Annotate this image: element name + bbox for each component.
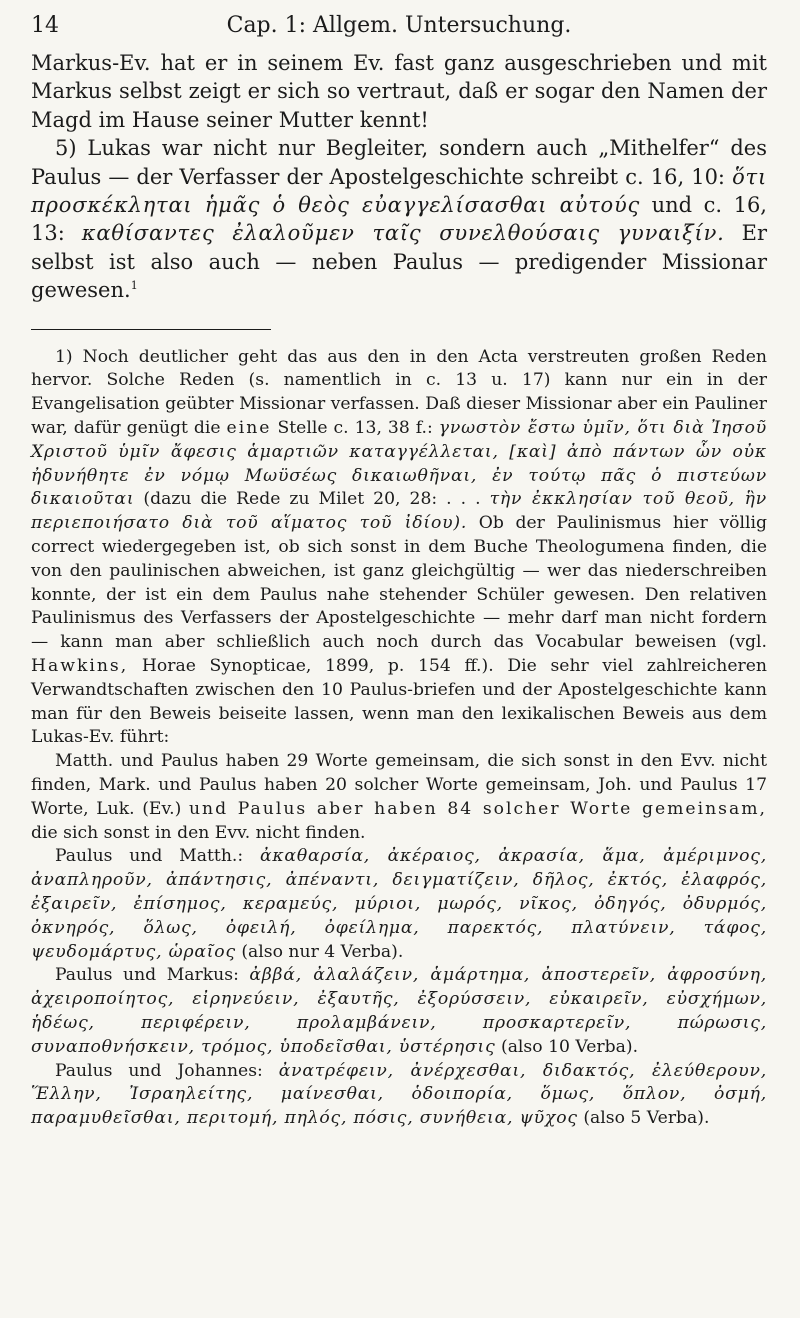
greek-quote-20-28: τὴν ἐκκλησίαν τοῦ θεοῦ, ἣν περιεποιήσατο διὰ τοῦ αἵματος τοῦ ἰδίου). <box>31 489 767 534</box>
word-list-matthew: Paulus und Matth.: ἀκαθαρσία, ἀκέραιος, ἀκρασία, ἅμα, ἀμέριμνος, ἀναπληροῦν, ἀπάντησις, ἀπέναντι, δειγματίζειν, δῆλος, ἐκτός, ἐλαφρός, ἐξαιρεῖν, ἐπίσημος, κεραμεύς, μύριοι, μωρός, νῖκος, ὀδηγός, ὀδυρμός, ὀκνηρός, ὅλως, ὀφειλή, ὀφείλημα, παρεκτός, πλατύνειν, τάφος, ψευδομάρτυς, ὡραῖος (also nur 4 Verba). <box>31 846 767 962</box>
footnote-paragraph-2: Matth. und Paulus haben 29 Worte gemeinsam, die sich sonst in den Evv. nicht finden, Mark. und Paulus haben 20 solcher Worte gemeinsam, Joh. und Paulus 17 Worte, Luk. (Ev.) und Paulus aber haben 84 solcher Worte gemeinsam, die sich sonst in den Evv. nicht finden. <box>31 751 768 843</box>
greek-quote-13-38: γνωστὸν ἔστω ὑμῖν, ὅτι διὰ Ἰησοῦ Χριστοῦ ὑμῖν ἄφεσις ἁμαρτιῶν καταγγέλλεται, [καὶ] ἀπὸ πάντων ὧν οὐκ ἠδυνήθητε ἐν νόμῳ Μωϋσέως δικαιωθῆναι, ἐν τούτῳ πᾶς ὁ πιστεύων δικαιοῦται <box>31 418 767 510</box>
author-hawkins: Hawkins, <box>31 656 129 677</box>
emphasis-luke-paul: und Paulus aber haben 84 solcher Worte gemeinsam, <box>188 798 768 819</box>
footnote-reference[interactable]: 1 <box>130 279 138 293</box>
paragraph-lukas <box>31 134 767 304</box>
paragraph-markus: Markus-Ev. hat er in seinem Ev. fast ganz ausgeschrieben und mit Markus selbst zeigt er sich so vertraut, daß er sogar den Namen der Magd im Hause seiner Mutter kennt! <box>31 51 767 132</box>
greek-words-matthew: ἀκαθαρσία, ἀκέραιος, ἀκρασία, ἅμα, ἀμέριμνος, ἀναπληροῦν, ἀπάντησις, ἀπέναντι, δειγματίζειν, δῆλος, ἐκτός, ἐλαφρός, ἐξαιρεῖν, ἐπίσημος, κεραμεύς, μύριοι, μωρός, νῖκος, ὀδηγός, ὀδυρμός, ὀκνηρός, ὅλως, ὀφειλή, ὀφείλημα, παρεκτός, πλατύνειν, τάφος, ψευδομάρτυς, ὡραῖος <box>31 846 767 962</box>
footnote-rule <box>31 329 271 330</box>
page-number: 14 <box>31 13 59 38</box>
paragraph-lukas-intro: 5) Lukas war nicht nur Begleiter, sondern auch „Mithelfer“ des Paulus — der Verfasser der Apostelgeschichte schreibt c. 16, 10: <box>31 136 767 189</box>
footnote <box>31 346 767 1131</box>
main-text <box>31 49 767 305</box>
footnote-paragraph-1: 1) Noch deutlicher geht das aus den in den Acta verstreuten großen Reden hervor. Solche Reden (s. namentlich in c. 13 u. 17) kann nur ein in der Evangelisation geübter Missionar verfassen. Daß dieser Missionar aber ein Pauliner war, dafür genügt die eine Stelle c. 13, 38 f.: γνωστὸν ἔστω ὑμῖν, ὅτι διὰ Ἰησοῦ Χριστοῦ ὑμῖν ἄφεσις ἁμαρτιῶν καταγγέλλεται, [καὶ] ἀπὸ πάντων ὧν οὐκ ἠδυνήθητε ἐν νόμῳ Μωϋσέως δικαιωθῆναι, ἐν τούτῳ πᾶς ὁ πιστεύων δικαιοῦται (dazu die Rede zu Milet 20, 28: . . . τὴν ἐκκλησίαν τοῦ θεοῦ, ἣν περιεποιήσατο διὰ τοῦ αἵματος τοῦ ἰδίου). Ob der Paulinismus hier völlig correct wiedergegeben ist, ob sich sonst in dem Buche Theologumena finden, die von den paulinischen abweichen, ist ganz gleichgültig — wer das niederschreiben konnte, der ist ein dem Paulus nahe stehender Schüler gewesen. Den relativen Paulinismus des Verfassers der Apostelgeschichte — mehr darf man nicht fordern — kann man aber schließlich auch noch durch das Vocabular beweisen (vgl. Hawkins, Horae Synopticae, 1899, p. 154 ff.). Die sehr viel zahlreicheren Verwandtschaften zwischen den 10 Paulus-briefen und der Apostelgeschichte kann man für den Beweis beiseite lassen, wenn man den lexikalischen Beweis aus dem Lukas-Ev. führt: <box>31 346 768 748</box>
word-list-john: Paulus und Johannes: ἀνατρέφειν, ἀνέρχεσθαι, διδακτός, ἐλεύθερουν, Ἕλλην, Ἰσραηλείτης, μαίνεσθαι, ὁδοιπορία, ὅμως, ὅπλον, ὀσμή, παραμυθεῖσθαι, περιτομή, πηλός, πόσις, συνήθεια, ψῦχος (also 5 Verba). <box>31 1060 767 1129</box>
page-header <box>31 7 767 47</box>
greek-quote-16-10: ὅτι προσκέκληται ἡμᾶς ὁ θεὸς εὐαγγελίσασθαι αὐτούς <box>31 164 767 218</box>
emphasis-eine: eine <box>226 418 272 439</box>
book-page <box>31 0 767 1131</box>
greek-quote-16-13: καθίσαντες ἐλαλοῦμεν ταῖς συνελθούσαις γυναιξίν. <box>81 221 725 246</box>
running-title: Cap. 1: Allgem. Untersuchung. <box>226 13 572 38</box>
greek-words-mark: ἀββά, ἀλαλάζειν, ἁμάρτημα, ἀποστερεῖν, ἀφροσύνη, ἀχειροποίητος, εἰρηνεύειν, ἐξαυτῆς, ἐξορύσσειν, εὐκαιρεῖν, εὐσχήμων, ἡδέως, περιφέρειν, προλαμβάνειν, προσκαρτερεῖν, πώρωσις, συναποθνήσκειν, τρόμος, ὑποδεῖσθαι, ὑστέρησις <box>31 965 767 1057</box>
paragraph-lukas-link: und c. 16, 13: <box>31 193 767 246</box>
greek-words-john: ἀνατρέφειν, ἀνέρχεσθαι, διδακτός, ἐλεύθερουν, Ἕλλην, Ἰσραηλείτης, μαίνεσθαι, ὁδοιπορία, ὅμως, ὅπλον, ὀσμή, παραμυθεῖσθαι, περιτομή, πηλός, πόσις, συνήθεια, ψῦχος <box>31 1060 767 1129</box>
word-list-mark: Paulus und Markus: ἀββά, ἀλαλάζειν, ἁμάρτημα, ἀποστερεῖν, ἀφροσύνη, ἀχειροποίητος, εἰρηνεύειν, ἐξαυτῆς, ἐξορύσσειν, εὐκαιρεῖν, εὐσχήμων, ἡδέως, περιφέρειν, προλαμβάνειν, προσκαρτερεῖν, πώρωσις, συναποθνήσκειν, τρόμος, ὑποδεῖσθαι, ὑστέρησις (also 10 Verba). <box>31 965 767 1057</box>
paragraph-lukas-end: Er selbst ist also auch — neben Paulus — predigender Missionar gewesen. <box>31 221 767 303</box>
